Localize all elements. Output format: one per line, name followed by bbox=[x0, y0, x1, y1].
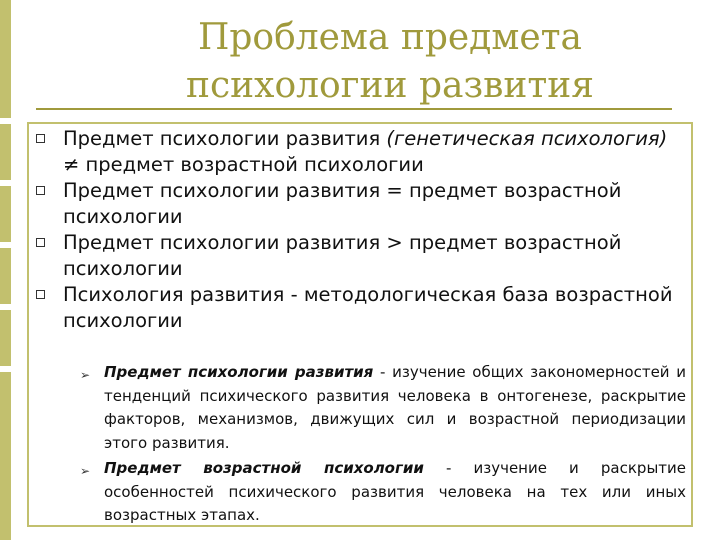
bullet-item bbox=[36, 178, 686, 230]
bullet-text: ≠ предмет возрастной психологии bbox=[63, 153, 424, 176]
bullet-italic-text: (генетическая психология) bbox=[386, 127, 668, 150]
definition-item bbox=[80, 361, 686, 455]
side-bar-segment bbox=[0, 372, 11, 540]
side-bar-segment bbox=[0, 248, 11, 304]
definition-item bbox=[80, 457, 686, 528]
definition-list bbox=[80, 361, 686, 530]
definition-term: Предмет возрастной психологии bbox=[104, 459, 424, 477]
arrowhead-icon: ➢ bbox=[80, 464, 91, 478]
hollow-square-icon bbox=[36, 134, 45, 143]
bullet-text: Предмет психологии развития > предмет возрастной психологии bbox=[63, 231, 622, 280]
arrowhead-icon: ➢ bbox=[80, 368, 91, 382]
bullet-item bbox=[36, 230, 686, 282]
side-bar-segment bbox=[0, 0, 11, 118]
hollow-square-icon bbox=[36, 186, 45, 195]
bullet-text: Психология развития - методологическая база возрастной психологии bbox=[63, 283, 673, 332]
hollow-square-icon bbox=[36, 290, 45, 299]
slide-title: Проблема предмета психологии развития bbox=[186, 17, 594, 106]
side-bar-segment bbox=[0, 124, 11, 180]
definition-term: Предмет психологии развития bbox=[104, 363, 374, 381]
bullet-item bbox=[36, 282, 686, 334]
definition-text: - изучение и раскрытие особенностей психического развития человека на тех или иных возрастных этапах. bbox=[104, 459, 687, 524]
hollow-square-icon bbox=[36, 238, 45, 247]
bullet-text: Предмет психологии развития = предмет возрастной психологии bbox=[63, 179, 622, 228]
bullet-list bbox=[36, 126, 686, 334]
definition-text: - изучение общих закономерностей и тенденций психического развития человека в онтогенезе, раскрытие факторов, механизмов, движущих сил и возрастной периодизации этого развития. bbox=[104, 363, 686, 452]
title-divider bbox=[36, 108, 672, 110]
bullet-item bbox=[36, 126, 686, 178]
bullet-text: Предмет психологии развития bbox=[63, 127, 387, 150]
side-bar-segment bbox=[0, 186, 11, 242]
side-bar-segment bbox=[0, 310, 11, 366]
